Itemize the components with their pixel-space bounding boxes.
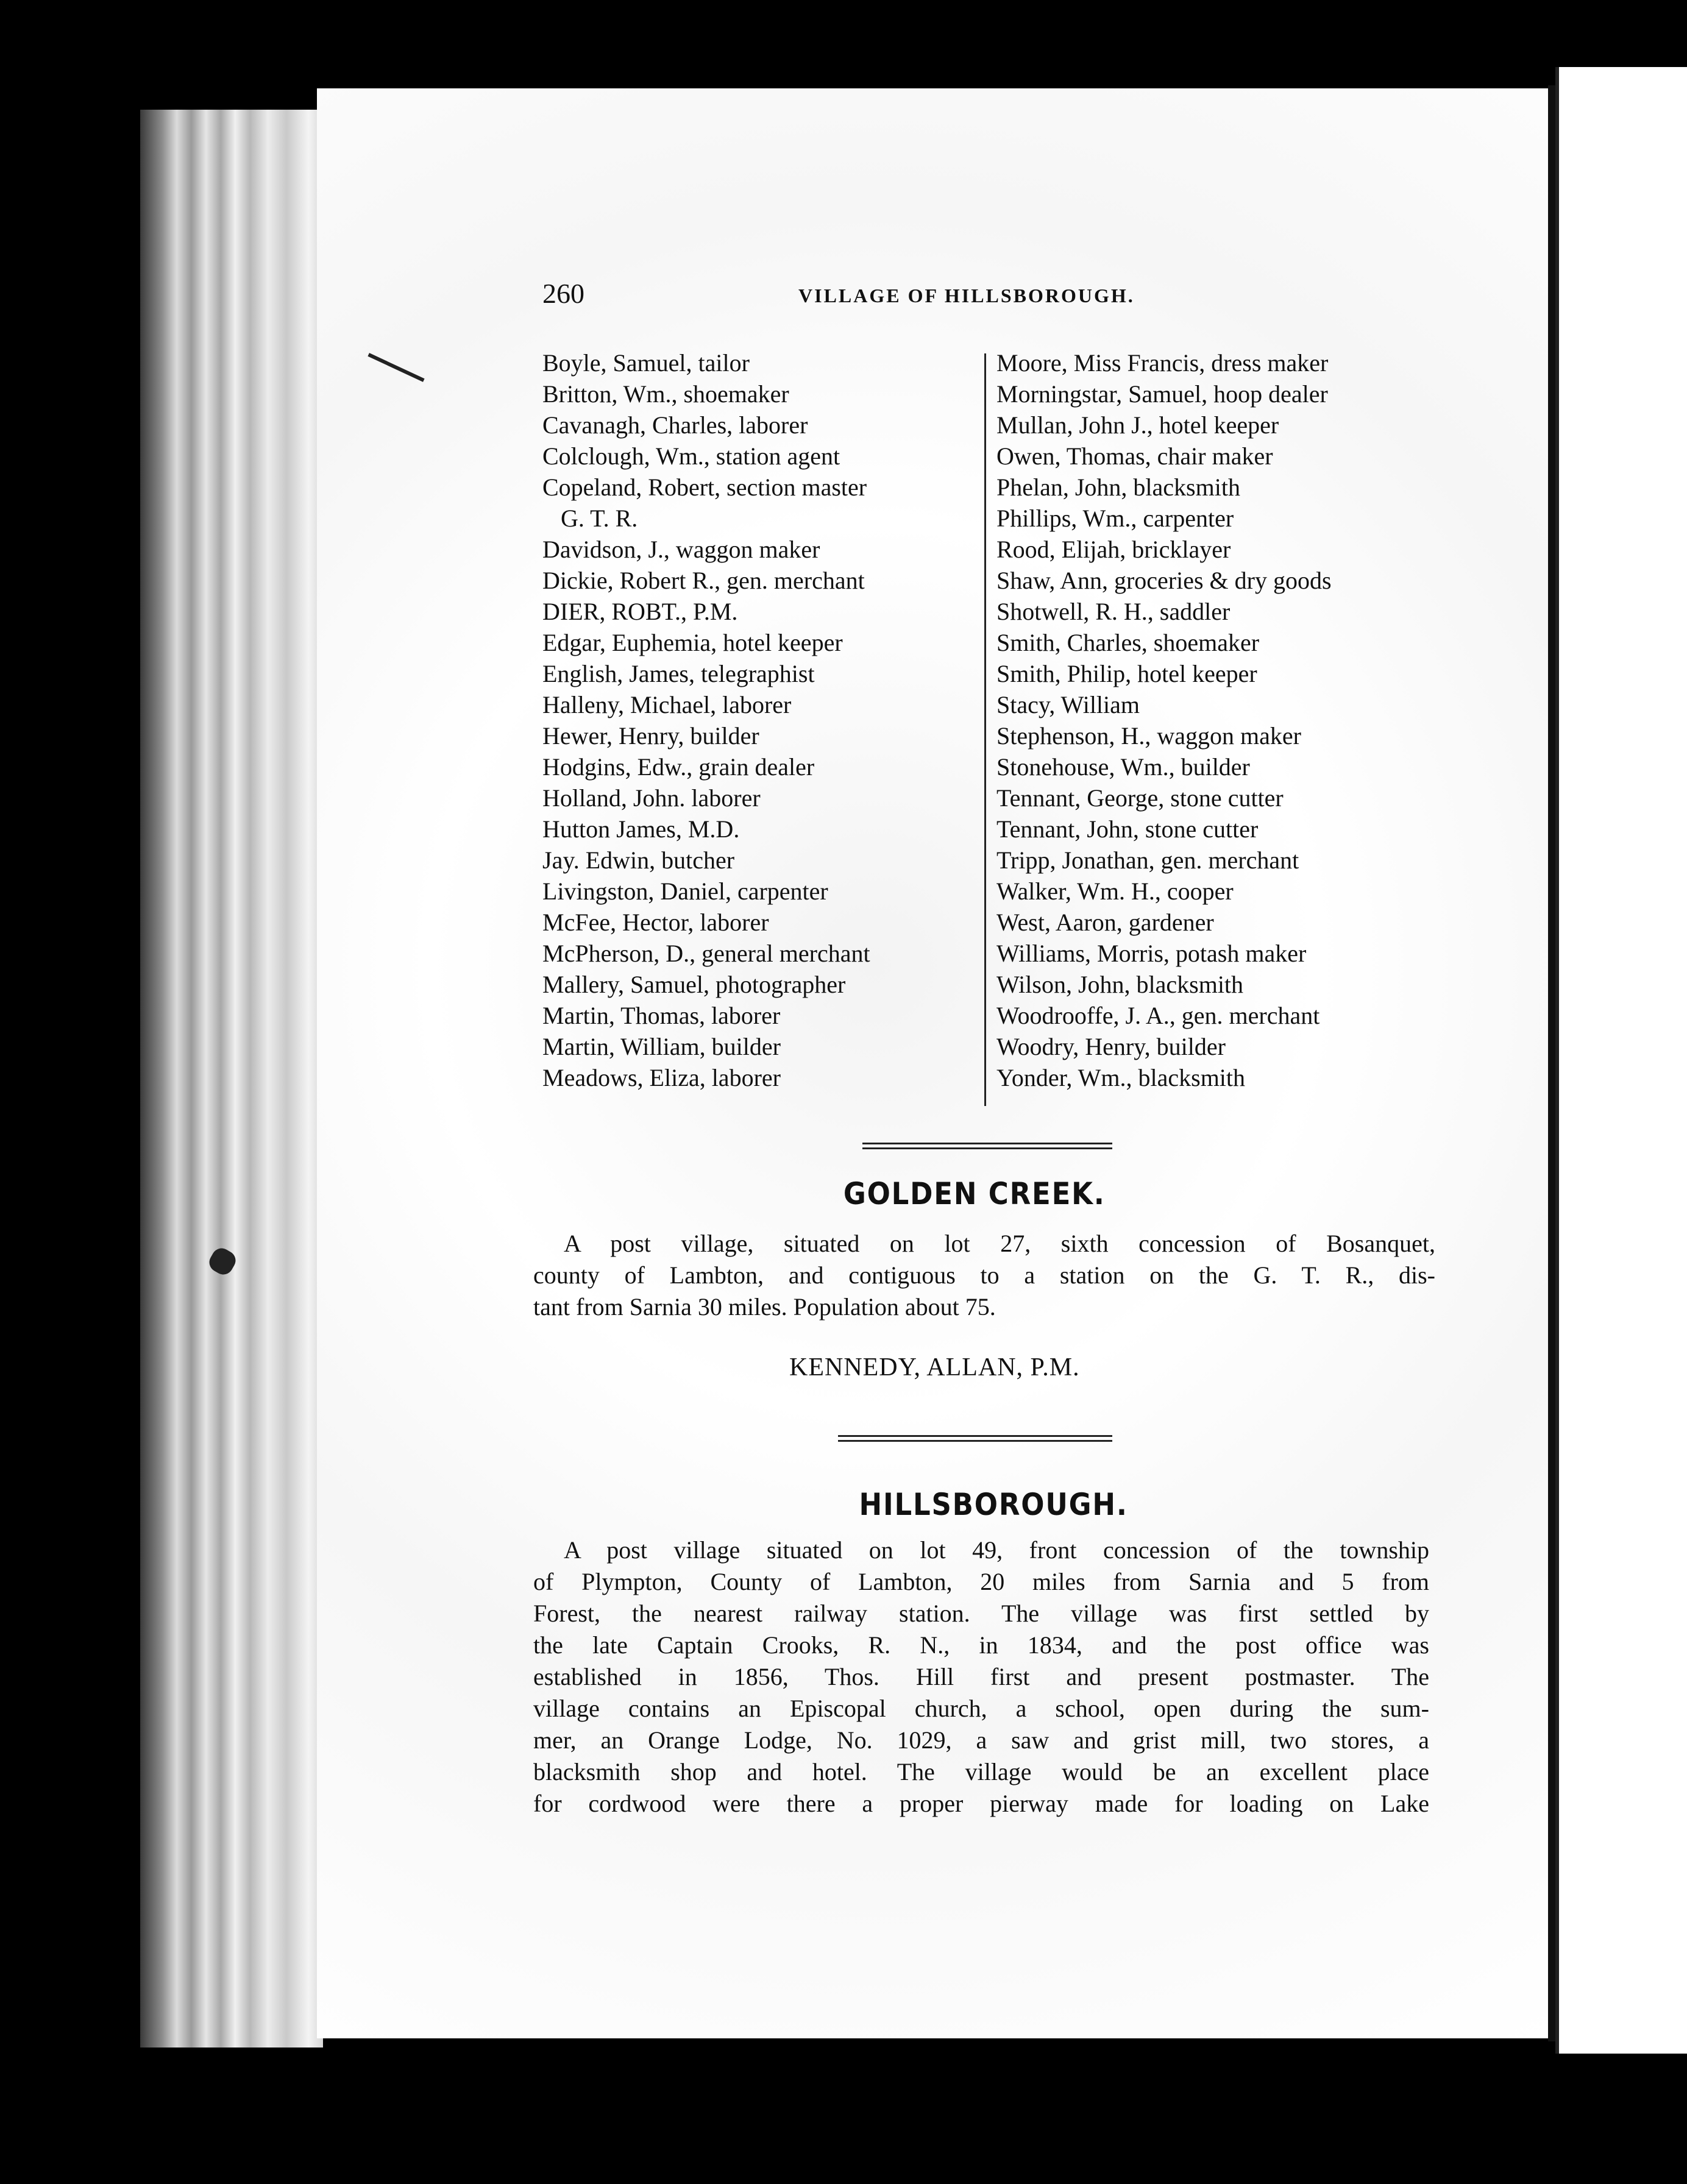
directory-entry: McFee, Hector, laborer (542, 909, 769, 936)
paragraph-line: the late Captain Crooks, R. N., in 1834, and the post office was (533, 1631, 1429, 1659)
directory-entry: Yonder, Wm., blacksmith (996, 1064, 1246, 1091)
paragraph-line: Forest, the nearest railway station. The village was first settled by (533, 1600, 1429, 1627)
directory-entry: Livingston, Daniel, carpenter (542, 878, 828, 905)
directory-entry: Rood, Elijah, bricklayer (996, 536, 1231, 563)
directory-column-left (542, 347, 987, 1093)
directory-entry: Shotwell, R. H., saddler (996, 598, 1231, 625)
directory-entry: Britton, Wm., shoemaker (542, 380, 789, 408)
book-page-edges (140, 110, 323, 2048)
paragraph-line: for cordwood were there a proper pierway made for loading on Lake (533, 1790, 1429, 1817)
directory-column-right (996, 347, 1441, 1093)
directory-entry: Smith, Philip, hotel keeper (996, 660, 1257, 687)
directory-entry: Shaw, Ann, groceries & dry goods (996, 567, 1332, 594)
directory-entry: Martin, William, builder (542, 1033, 781, 1060)
paragraph-line: of Plympton, County of Lambton, 20 miles from Sarnia and 5 from (533, 1568, 1429, 1595)
golden-creek-postmaster: KENNEDY, ALLAN, P.M. (789, 1353, 1080, 1381)
paragraph-line: village contains an Episcopal church, a school, open during the sum- (533, 1695, 1429, 1722)
directory-entry: Jay. Edwin, butcher (542, 846, 735, 874)
directory-entry: Stacy, William (996, 691, 1140, 718)
directory-entry: McPherson, D., general merchant (542, 940, 870, 967)
book-gutter (1548, 85, 1555, 2041)
directory-entry: Walker, Wm. H., cooper (996, 878, 1234, 905)
directory-entry: Phelan, John, blacksmith (996, 473, 1240, 501)
directory-entry: Hutton James, M.D. (542, 815, 740, 843)
paragraph-line: A post village situated on lot 49, front concession of the township (564, 1536, 1429, 1564)
directory-entry: Edgar, Euphemia, hotel keeper (542, 629, 843, 656)
directory-entry: Dickie, Robert R., gen. merchant (542, 567, 865, 594)
paragraph-line: A post village, situated on lot 27, sixth concession of Bosanquet, (564, 1230, 1435, 1257)
directory-entry: Williams, Morris, potash maker (996, 940, 1307, 967)
directory-entry: Tripp, Jonathan, gen. merchant (996, 846, 1299, 874)
paragraph-line: established in 1856, Thos. Hill first and present postmaster. The (533, 1663, 1429, 1690)
directory-entry: Tennant, George, stone cutter (996, 784, 1284, 812)
directory-entry: Hewer, Henry, builder (542, 722, 759, 750)
directory-entry: Boyle, Samuel, tailor (542, 349, 750, 377)
facing-page-edge (1555, 67, 1687, 2054)
directory-entry: Stonehouse, Wm., builder (996, 753, 1250, 781)
hillsborough-description (533, 1534, 1429, 1820)
directory-entry: Wilson, John, blacksmith (996, 971, 1244, 998)
directory-entry: Moore, Miss Francis, dress maker (996, 349, 1329, 377)
running-head (542, 277, 1444, 314)
paragraph-line: tant from Sarnia 30 miles. Population about 75. (533, 1293, 996, 1321)
directory-entry: Cavanagh, Charles, laborer (542, 411, 808, 439)
directory-entry: Hodgins, Edw., grain dealer (542, 753, 815, 781)
page-number: 260 (542, 278, 584, 309)
resident-directory (536, 347, 1438, 1103)
section-heading-golden-creek: GOLDEN CREEK. (843, 1176, 1106, 1211)
directory-entry: Davidson, J., waggon maker (542, 536, 820, 563)
directory-entry: Tennant, John, stone cutter (996, 815, 1259, 843)
directory-entry: DIER, ROBT., P.M. (542, 598, 738, 625)
section-divider-rule (862, 1143, 1112, 1150)
directory-entry: Woodrooffe, J. A., gen. merchant (996, 1002, 1320, 1029)
section-heading-hillsborough: HILLSBOROUGH. (859, 1487, 1128, 1522)
directory-entry: Mullan, John J., hotel keeper (996, 411, 1279, 439)
directory-entry: Morningstar, Samuel, hoop dealer (996, 380, 1328, 408)
running-head-title: VILLAGE OF HILLSBOROUGH. (798, 285, 1135, 307)
directory-entry: Copeland, Robert, section master (542, 473, 867, 501)
directory-entry: Meadows, Eliza, laborer (542, 1064, 781, 1091)
directory-entry: Holland, John. laborer (542, 784, 761, 812)
directory-entry: English, James, telegraphist (542, 660, 815, 687)
directory-entry: Halleny, Michael, laborer (542, 691, 792, 718)
directory-entry: Mallery, Samuel, photographer (542, 971, 846, 998)
directory-entry: Stephenson, H., waggon maker (996, 722, 1301, 750)
paragraph-line: county of Lambton, and contiguous to a station on the G. T. R., dis- (533, 1261, 1435, 1289)
directory-entry: Woodry, Henry, builder (996, 1033, 1226, 1060)
section-divider-rule (838, 1435, 1112, 1442)
directory-entry: Colclough, Wm., station agent (542, 442, 840, 470)
paragraph-line: blacksmith shop and hotel. The village would be an excellent place (533, 1758, 1429, 1785)
directory-entry: Smith, Charles, shoemaker (996, 629, 1260, 656)
column-divider (984, 353, 986, 1106)
directory-entry: Martin, Thomas, laborer (542, 1002, 781, 1029)
golden-creek-description (533, 1228, 1435, 1323)
directory-entry: Owen, Thomas, chair maker (996, 442, 1273, 470)
directory-entry: West, Aaron, gardener (996, 909, 1214, 936)
directory-entry-continuation: G. T. R. (561, 505, 638, 532)
directory-entry: Phillips, Wm., carpenter (996, 505, 1234, 532)
paragraph-line: mer, an Orange Lodge, No. 1029, a saw and grist mill, two stores, a (533, 1726, 1429, 1754)
